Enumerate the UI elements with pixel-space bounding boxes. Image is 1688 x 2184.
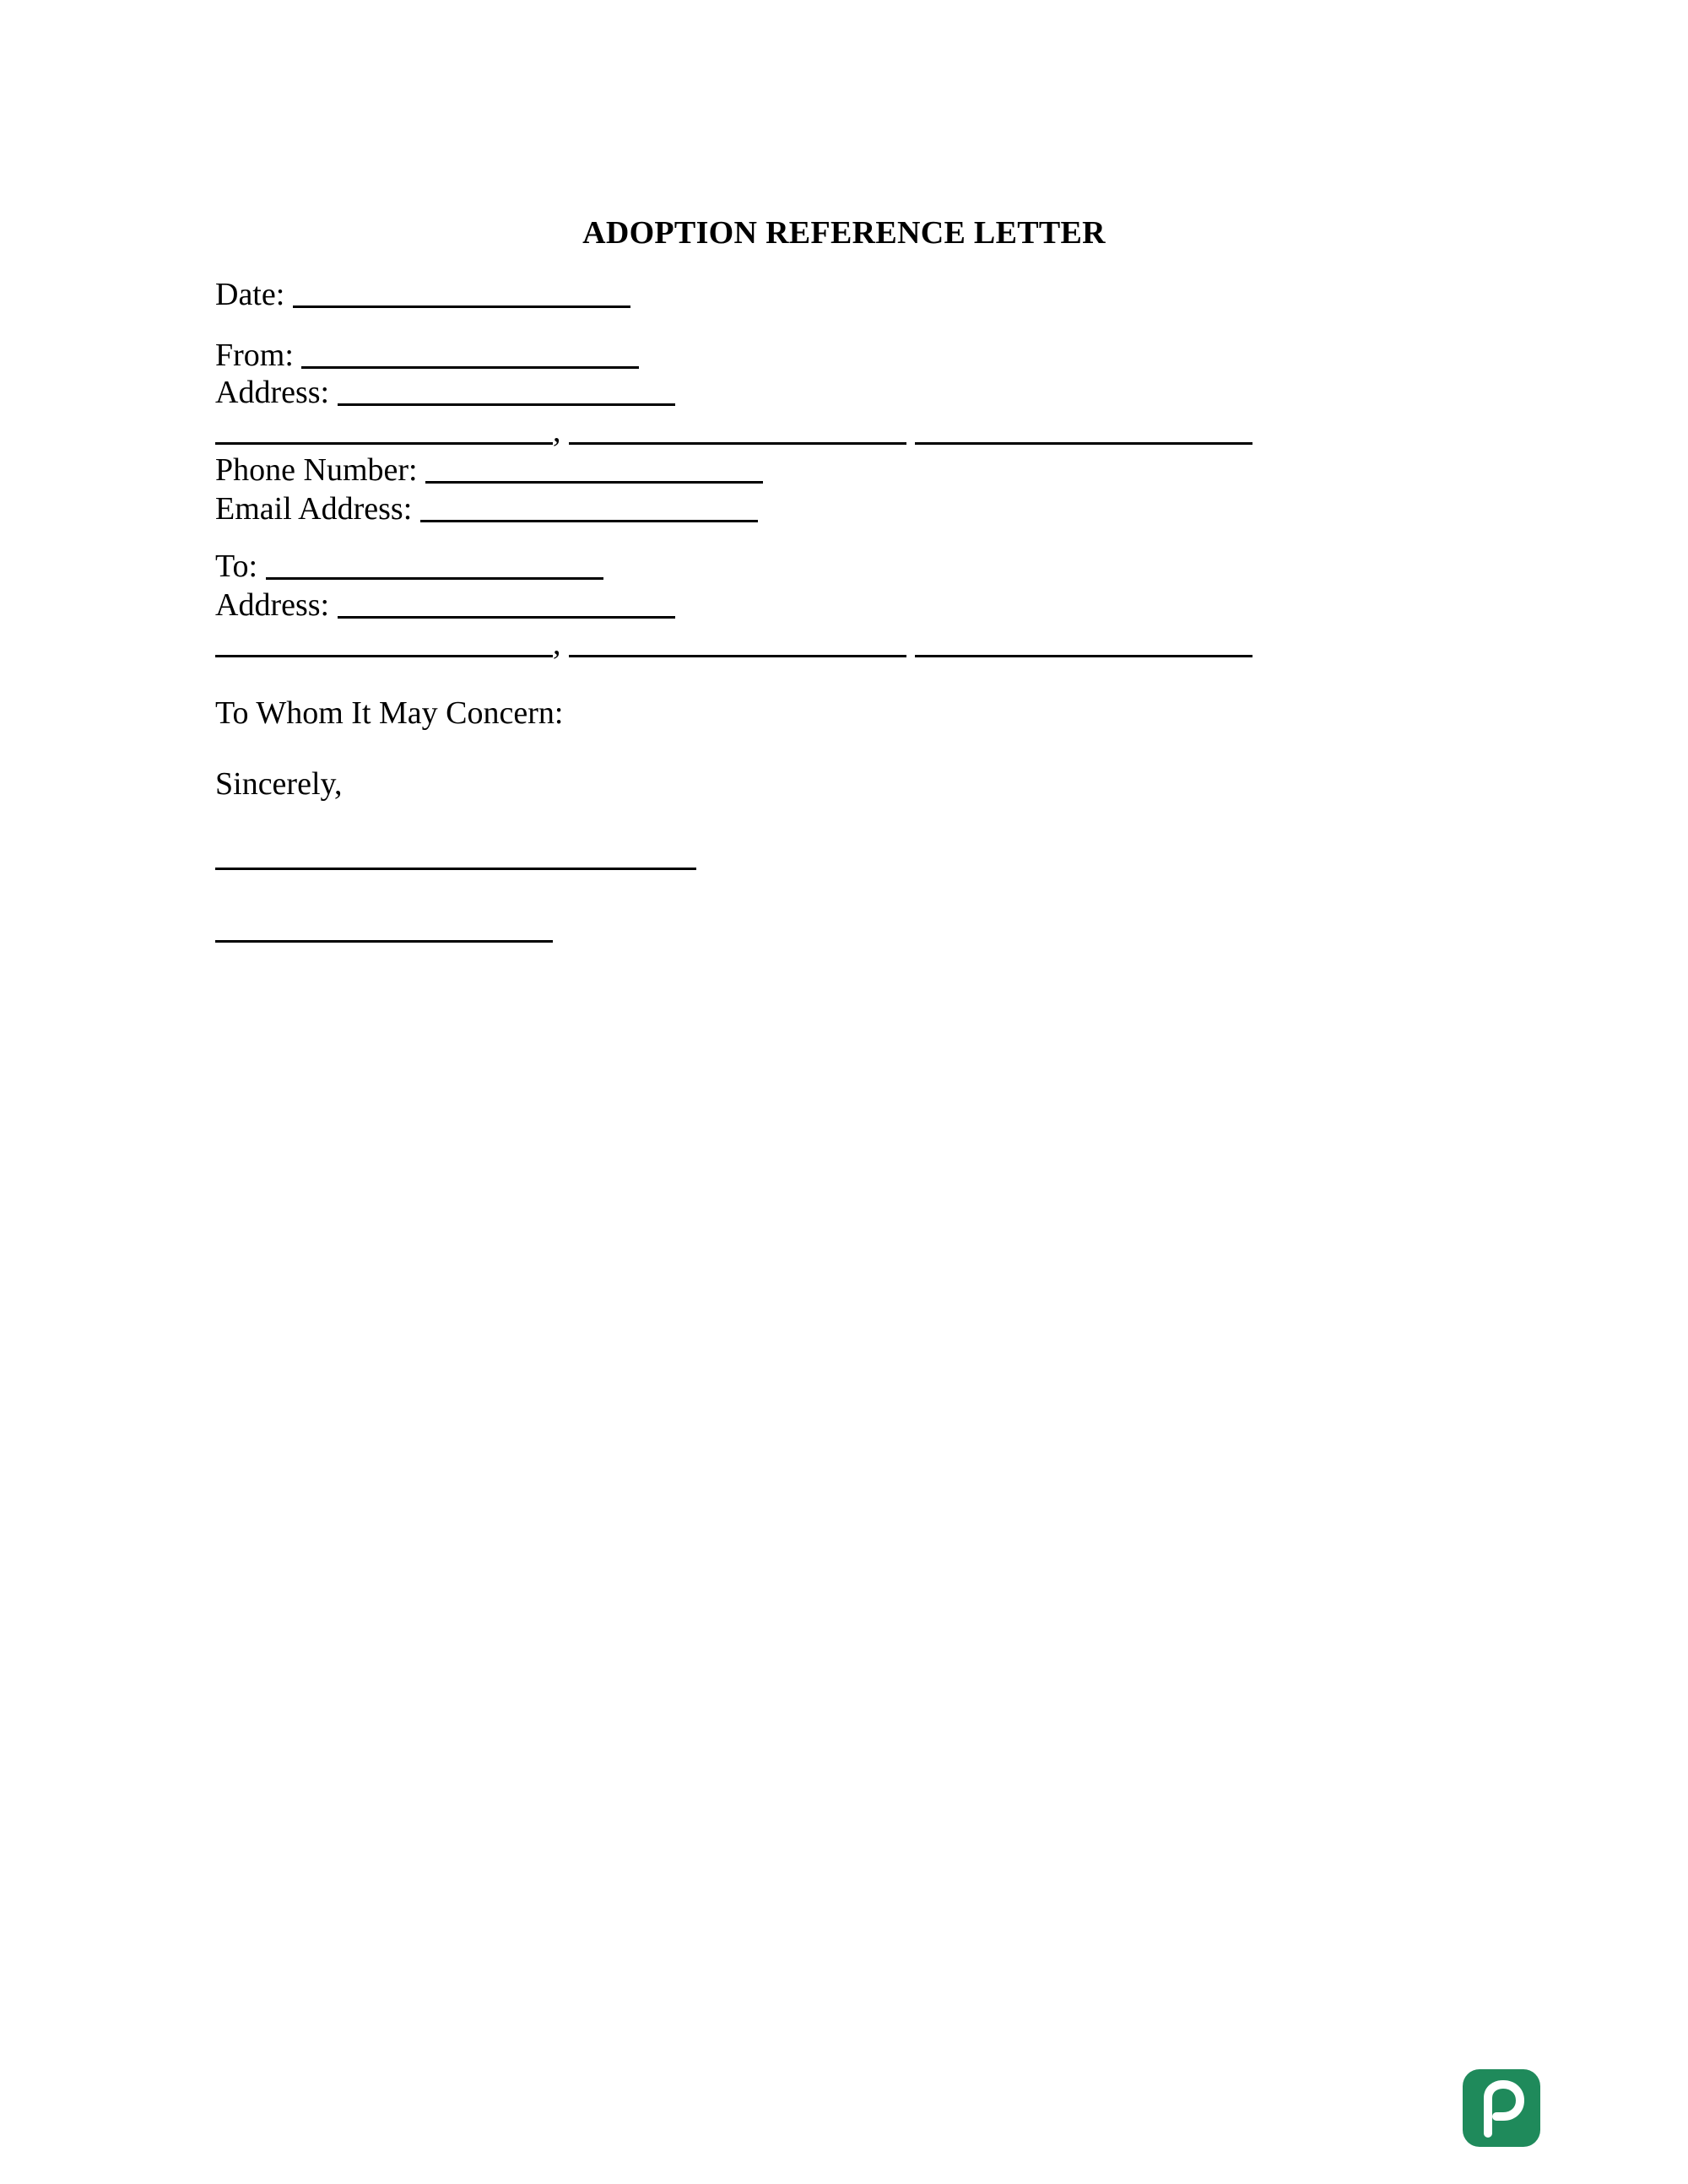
document-title: ADOPTION REFERENCE LETTER	[582, 215, 1106, 251]
date-label: Date:	[215, 277, 285, 312]
date-blank[interactable]	[293, 275, 630, 308]
to-address-blank[interactable]	[338, 586, 675, 619]
phone-blank[interactable]	[425, 451, 763, 484]
from-state-blank[interactable]	[569, 412, 906, 445]
to-zip-blank[interactable]	[915, 624, 1252, 657]
to-city-state-zip-row	[215, 621, 1252, 663]
p-logo-icon	[1463, 2069, 1540, 2147]
from-address-row	[215, 370, 675, 412]
printed-name-blank[interactable]	[215, 910, 553, 943]
to-address-row	[215, 582, 675, 624]
to-blank[interactable]	[266, 547, 603, 580]
closing: Sincerely,	[215, 766, 343, 802]
email-blank[interactable]	[420, 489, 758, 522]
from-zip-blank[interactable]	[915, 412, 1252, 445]
email-row	[215, 486, 758, 528]
from-address-blank[interactable]	[338, 373, 675, 406]
from-row	[215, 332, 639, 375]
printed-name-row	[215, 906, 553, 949]
signature-blank[interactable]	[215, 837, 696, 870]
email-label: Email Address:	[215, 491, 413, 527]
to-address-label: Address:	[215, 587, 330, 623]
phone-row	[215, 447, 763, 489]
to-row	[215, 543, 603, 586]
comma-separator: ,	[553, 626, 561, 662]
from-city-blank[interactable]	[215, 412, 553, 445]
p-logo-glyph	[1463, 2069, 1540, 2147]
phone-label: Phone Number:	[215, 452, 418, 488]
from-city-state-zip-row	[215, 408, 1252, 451]
to-state-blank[interactable]	[569, 624, 906, 657]
from-label: From:	[215, 338, 294, 373]
date-row	[215, 272, 630, 314]
to-label: To:	[215, 549, 258, 584]
from-address-label: Address:	[215, 375, 330, 410]
to-city-blank[interactable]	[215, 624, 553, 657]
signature-row	[215, 834, 696, 876]
salutation: To Whom It May Concern:	[215, 695, 564, 731]
from-blank[interactable]	[301, 336, 639, 369]
comma-separator: ,	[553, 414, 561, 449]
